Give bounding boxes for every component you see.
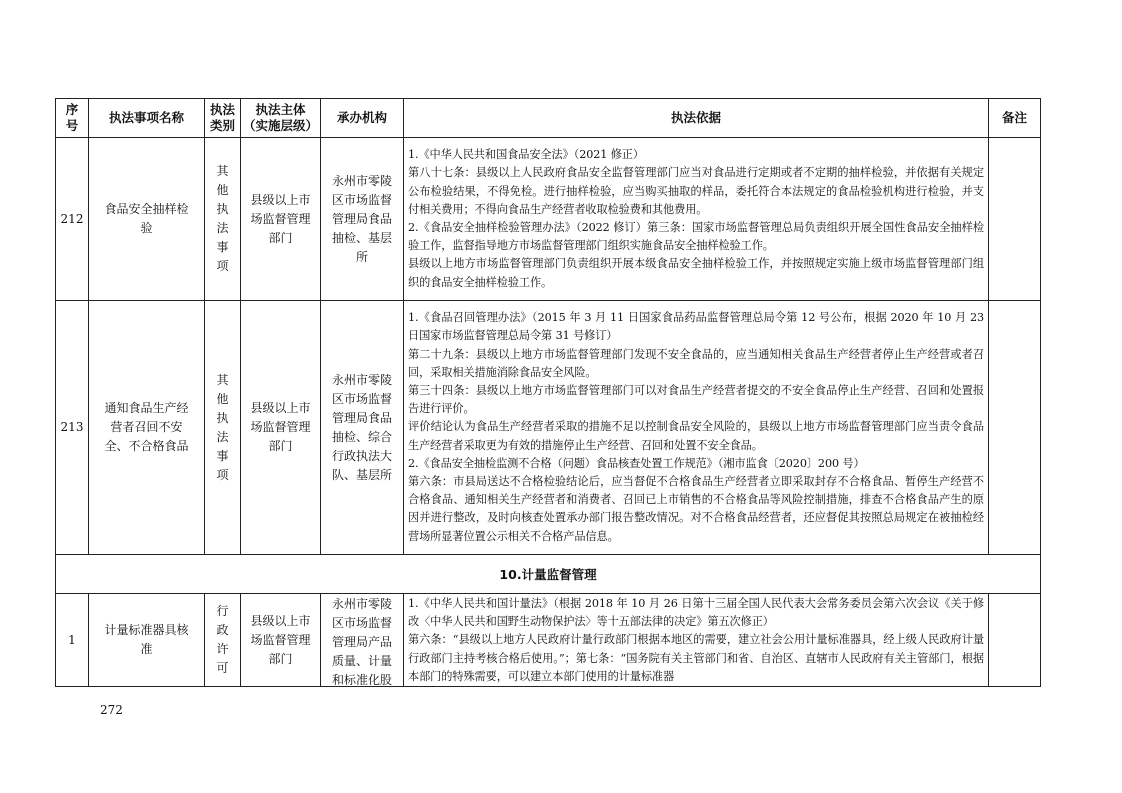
row-org: 永州市零陵区市场监督管理局食品抽检、综合行政执法大队、基层所 xyxy=(321,301,404,555)
table-header-row xyxy=(56,99,1041,138)
row-org-text: 永州市零陵区市场监督管理局产品质量、计量和标准化股 xyxy=(331,597,392,685)
basis-line: 1.《中华人民共和国食品安全法》（2021 修正） xyxy=(408,148,644,162)
table-row xyxy=(56,594,1041,687)
basis-line: 第六条：市县局送达不合格检验结论后，应当督促不合格食品生产经营者立即采取封存不合格食品、暂停生产经营不合格食品、通知相关生产经营者和消费者、召回已上市销售的不合格食品等风险控制措施，排查不合格食品产生的原因并进行整改，及时向核查处置承办部门报告整改情况。对不合格食品经营者，还应督促其按照总局规定在被抽检经营场所显著位置公示相关不合格产品信息。 xyxy=(408,475,984,543)
page-number: 272 xyxy=(100,703,123,717)
basis-line: 第二十九条：县级以上地方市场监督管理部门发现不安全食品的，应当通知相关食品生产经营者停止生产经营或者召回，采取相关措施消除食品安全风险。 xyxy=(408,347,984,379)
section-heading: 10.计量监督管理 xyxy=(56,555,1041,594)
row-name: 计量标准器具核准 xyxy=(89,594,205,687)
basis-line: 评价结论认为食品生产经营者采取的措施不足以控制食品安全风险的，县级以上地方市场监督管理部门应当责令食品生产经营者采取更为有效的措施停止生产经营、召回和处置不安全食品。 xyxy=(408,420,984,452)
row-remark xyxy=(989,301,1041,555)
basis-line: 第三十四条：县级以上地方市场监督管理部门可以对食品生产经营者提交的不安全食品停止生产经营、召回和处置报告进行评价。 xyxy=(408,383,984,416)
header-name: 执法事项名称 xyxy=(89,99,205,138)
row-name: 食品安全抽样检验 xyxy=(89,138,205,301)
row-org xyxy=(321,594,404,687)
row-basis xyxy=(404,301,989,555)
header-seq: 序 号 xyxy=(56,99,89,138)
row-category: 其他执法事项 xyxy=(205,138,241,301)
row-seq: 213 xyxy=(56,301,89,555)
basis-clip xyxy=(408,595,984,685)
basis-line: 第八十七条：县级以上人民政府食品安全监督管理部门应当对食品进行定期或者不定期的抽样检验，并依据有关规定公布检验结果，不得免检。进行抽样检验，应当购买抽取的样品，委托符合本法规定的食品检验机构进行检验，并支付相关费用；不得向食品生产经营者收取检验费和其他费用。 xyxy=(408,166,984,216)
header-org: 承办机构 xyxy=(321,99,404,138)
basis-line: 2.《食品安全抽样检验管理办法》（2022 修订）第三条：国家市场监督管理总局负责组织开展全国性食品安全抽样检验工作，监督指导地方市场监督管理部门组织实施食品安全抽样检验工作。 xyxy=(408,221,984,253)
table-row xyxy=(56,301,1041,555)
row-name: 通知食品生产经营者召回不安全、不合格食品 xyxy=(89,301,205,555)
row-org: 永州市零陵区市场监督管理局食品抽检、基层所 xyxy=(321,138,404,301)
row-seq: 1 xyxy=(56,594,89,687)
basis-line: 县级以上地方市场监督管理部门负责组织开展本级食品安全抽样检验工作，并按照规定实施上级市场监督管理部门组织的食品安全抽样检验工作。 xyxy=(408,257,984,289)
section-heading-row xyxy=(56,555,1041,594)
row-basis xyxy=(404,138,989,301)
header-basis: 执法依据 xyxy=(404,99,989,138)
row-basis xyxy=(404,594,989,687)
row-seq: 212 xyxy=(56,138,89,301)
row-subject: 县级以上市场监督管理部门 xyxy=(241,138,321,301)
header-subject: 执法主体 （实施层级） xyxy=(241,99,321,138)
law-enforcement-table xyxy=(55,98,1041,687)
header-category: 执法 类别 xyxy=(205,99,241,138)
basis-line: 1.《食品召回管理办法》（2015 年 3 月 11 日国家食品药品监督管理总局令第 12 号公布，根据 2020 年 10 月 23 日国家市场监督管理总局令第 31 号修订） xyxy=(408,311,984,343)
basis-line: 2.《食品安全抽检监测不合格（问题）食品核查处置工作规范》（湘市监食〔2020〕200 号） xyxy=(408,456,865,470)
basis-line: 第六条：“县级以上地方人民政府计量行政部门根据本地区的需要，建立社会公用计量标准器具，经上级人民政府计量行政部门主持考核合格后使用。”；第七条：“国务院有关主管部门和省、自治区、直辖市人民政府有关主管部门，根据本部门的特殊需要，可以建立本部门使用的计量标准器 xyxy=(408,633,984,683)
row-subject: 县级以上市场监督管理部门 xyxy=(241,301,321,555)
row-category: 行政许可 xyxy=(205,594,241,687)
table-row xyxy=(56,138,1041,301)
row-subject: 县级以上市场监督管理部门 xyxy=(241,594,321,687)
row-remark xyxy=(989,594,1041,687)
header-remark: 备注 xyxy=(989,99,1041,138)
basis-line: 1.《中华人民共和国计量法》（根据 2018 年 10 月 26 日第十三届全国人民代表大会常务委员会第六次会议《关于修改〈中华人民共和国野生动物保护法〉等十五部法律的决定》第五次修正） xyxy=(408,597,984,629)
row-category: 其他执法事项 xyxy=(205,301,241,555)
row-remark xyxy=(989,138,1041,301)
law-enforcement-table-sheet xyxy=(55,98,1040,687)
